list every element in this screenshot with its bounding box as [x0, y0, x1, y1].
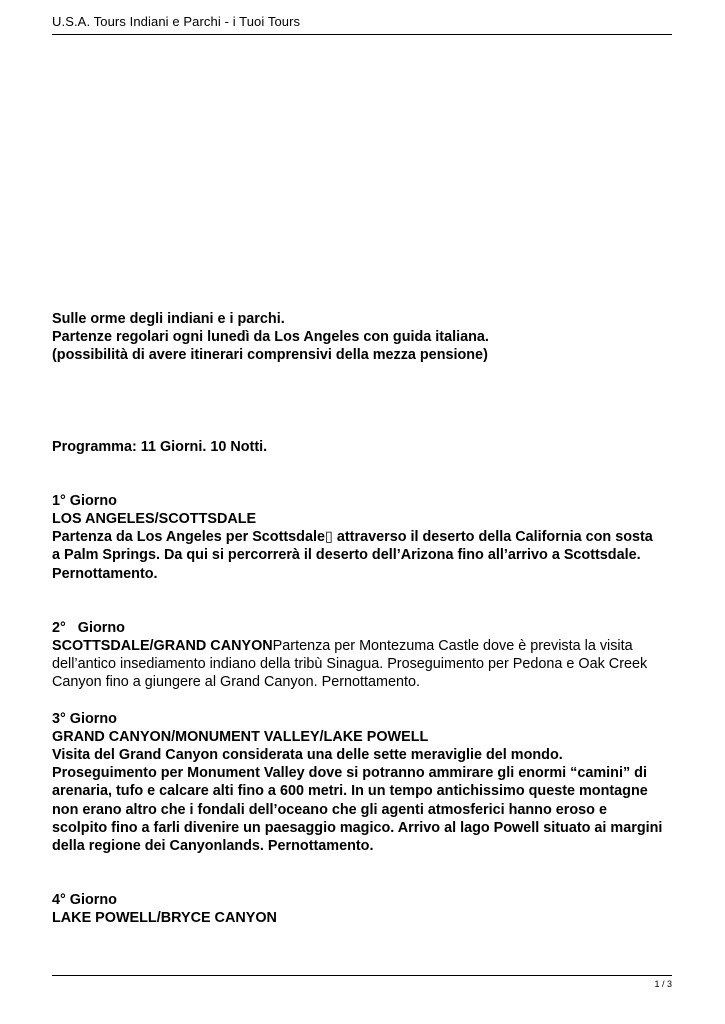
day-3-text-line: della regione dei Canyonlands. Pernottamento. [52, 838, 374, 855]
day-1-text-line: Partenza da Los Angeles per Scottsdale▯ attraverso il deserto della California con sosta [52, 529, 653, 546]
day-2-text-line: Canyon fino a giungere al Grand Canyon. Pernottamento. [52, 674, 420, 691]
intro-line: Partenze regolari ogni lunedì da Los Angeles con guida italiana. [52, 329, 489, 346]
document-body [52, 310, 677, 928]
day-3-section [52, 710, 677, 856]
footer-divider [52, 975, 672, 976]
day-1-text-line: a Palm Springs. Da qui si percorrerà il deserto dell’Arizona fino all’arrivo a Scottsdale. [52, 547, 641, 564]
day-2-heading: 2° Giorno [52, 619, 125, 636]
page-header-title: U.S.A. Tours Indiani e Parchi - i Tuoi Tours [52, 14, 301, 29]
intro-section [52, 310, 677, 365]
day-3-text-line: arenaria, tufo e calcare alti fino a 600 metri. In un tempo antichissimo queste montagne [52, 783, 648, 800]
programma-section [52, 438, 677, 456]
day-3-route: GRAND CANYON/MONUMENT VALLEY/LAKE POWELL [52, 728, 429, 745]
day-4-route: LAKE POWELL/BRYCE CANYON [52, 910, 277, 927]
day-3-heading: 3° Giorno [52, 710, 117, 727]
day-2-text-line: dell’antico insediamento indiano della tribù Sinagua. Proseguimento per Pedona e Oak Creek [52, 656, 648, 673]
page-number: 1 / 3 [654, 979, 672, 989]
day-2-route: SCOTTSDALE/GRAND CANYON [52, 638, 273, 655]
day-1-section [52, 492, 677, 583]
day-3-text-line: scolpito fino a farli divenire un paesaggio magico. Arrivo al lago Powell situato ai margini [52, 819, 663, 836]
day-2-text-first: Partenza per Montezuma Castle dove è prevista la visita [272, 638, 633, 655]
intro-line: (possibilità di avere itinerari comprensivi della mezza pensione) [52, 347, 488, 364]
day-2-section [52, 619, 677, 692]
day-1-text-line: Pernottamento. [52, 565, 158, 582]
day-3-text-line: Visita del Grand Canyon considerata una delle sette meraviglie del mondo. [52, 747, 563, 764]
day-4-heading: 4° Giorno [52, 892, 117, 909]
day-2-route-line [52, 637, 677, 655]
day-3-text-line: non erano altro che i fondali dell’oceano che gli agenti atmosferici hanno eroso e [52, 801, 607, 818]
day-4-section [52, 891, 677, 927]
day-3-text-line: Proseguimento per Monument Valley dove si potranno ammirare gli enormi “camini” di [52, 765, 647, 782]
intro-line: Sulle orme degli indiani e i parchi. [52, 311, 285, 327]
day-1-heading: 1° Giorno [52, 492, 117, 509]
header-divider [52, 34, 672, 35]
programma-heading: Programma: 11 Giorni. 10 Notti. [52, 438, 268, 455]
day-1-route: LOS ANGELES/SCOTTSDALE [52, 511, 257, 528]
